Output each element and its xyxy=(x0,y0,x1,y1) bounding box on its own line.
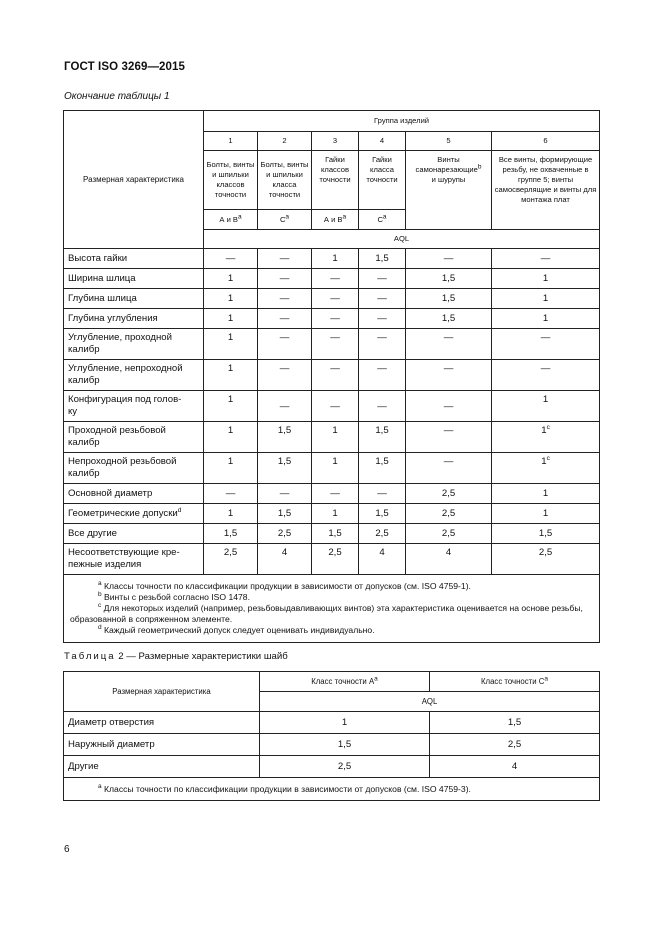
group-number: 6 xyxy=(492,132,600,151)
cell: — xyxy=(406,249,492,269)
cell: — xyxy=(312,484,359,504)
row-label: Высота гайки xyxy=(64,249,204,269)
table2 xyxy=(63,671,600,801)
cell: — xyxy=(312,329,359,360)
cell: 1,5 xyxy=(258,453,312,484)
cell: 1 xyxy=(204,309,258,329)
table-row xyxy=(64,391,600,422)
cell: 1,5 xyxy=(258,504,312,524)
class-a-header: Класс точности $А^a$ xyxy=(260,672,430,692)
cell: — xyxy=(312,309,359,329)
group-description: Гайки классов точности xyxy=(312,151,359,210)
page-number: 6 xyxy=(64,844,70,855)
cell: 2,5 xyxy=(430,734,600,756)
cell: — xyxy=(312,360,359,391)
cell: 1 xyxy=(204,269,258,289)
cell: — xyxy=(359,484,406,504)
row-label: Проходной резьбовой калибр xyxy=(64,422,204,453)
cell: 2,5 xyxy=(359,524,406,544)
cell: 2,5 xyxy=(406,484,492,504)
cell: 1 xyxy=(312,249,359,269)
cell: — xyxy=(359,391,406,422)
row-label: Углубление, непроходной калибр xyxy=(64,360,204,391)
cell: — xyxy=(258,484,312,504)
cell: 1 xyxy=(312,422,359,453)
table1-header-group: Группа изделий xyxy=(204,111,600,132)
cell: 4 xyxy=(258,544,312,575)
class-c-header: Класс точности $С^a$ xyxy=(430,672,600,692)
cell: — xyxy=(258,249,312,269)
cell: 1,5 xyxy=(204,524,258,544)
cell: 1,5 xyxy=(430,712,600,734)
table2-footnote: $^a$ Классы точности по классификации продукции в зависимости от допусков (см. ISO 4759-3). xyxy=(64,778,600,801)
cell: — xyxy=(258,309,312,329)
cell: 4 xyxy=(406,544,492,575)
aql-label: AQL xyxy=(260,692,600,712)
row-label: Другие xyxy=(64,756,260,778)
cell: 1 xyxy=(492,504,600,524)
cell: 1,5 xyxy=(359,249,406,269)
cell: 1,5 xyxy=(359,422,406,453)
cell: — xyxy=(312,289,359,309)
cell: 1 xyxy=(204,391,258,422)
group-description: Винты самонарезающие$^b$ и шурупы xyxy=(406,151,492,230)
cell: 2,5 xyxy=(406,524,492,544)
group-number: 5 xyxy=(406,132,492,151)
table-row xyxy=(64,309,600,329)
cell: — xyxy=(359,289,406,309)
cell: 1 xyxy=(492,289,600,309)
cell: 1 xyxy=(204,504,258,524)
cell: 1$^c$ xyxy=(492,453,600,484)
cell: 2,5 xyxy=(312,544,359,575)
cell: — xyxy=(204,484,258,504)
table-row xyxy=(64,734,600,756)
cell: 1,5 xyxy=(406,269,492,289)
group-description: Все винты, формирующие резьбу, не охваченные в группе 5; винты самосверлящие и винты для монтажа плат xyxy=(492,151,600,230)
class-cell: $С^a$ xyxy=(359,210,406,230)
row-label: Наружный диаметр xyxy=(64,734,260,756)
cell: — xyxy=(359,269,406,289)
class-cell: А и $В^a$ xyxy=(204,210,258,230)
cell: — xyxy=(258,289,312,309)
cell: 1 xyxy=(312,453,359,484)
cell: — xyxy=(406,391,492,422)
cell: 2,5 xyxy=(492,544,600,575)
row-label: Геометрические допуски$^d$ xyxy=(64,504,204,524)
cell: 1,5 xyxy=(258,422,312,453)
group-number: 4 xyxy=(359,132,406,151)
table1-footnotes: $^a$ Классы точности по классификации продукции в зависимости от допусков (см. ISO 4759-1). $^b$ Винты с резьбой согласно ISO 1478. $^c$ Для некоторых изделий (например, резьбовыдавливающих винтов) эта характеристика оценивается на основе резьбы, образованной в сопряженном элементе. $^d$ Каждый геометрический допуск следует оценивать индивидуально. xyxy=(64,575,600,643)
cell: 1 xyxy=(312,504,359,524)
cell: — xyxy=(258,391,312,422)
group-description: Болты, винты и шпильки класса точности xyxy=(258,151,312,210)
row-label: Диаметр отверстия xyxy=(64,712,260,734)
cell: 4 xyxy=(430,756,600,778)
table-row xyxy=(64,360,600,391)
cell: 2,5 xyxy=(260,756,430,778)
cell: 1,5 xyxy=(260,734,430,756)
cell: — xyxy=(406,329,492,360)
group-number: 1 xyxy=(204,132,258,151)
cell: 1 xyxy=(492,391,600,422)
table-row xyxy=(64,329,600,360)
class-cell: $С^a$ xyxy=(258,210,312,230)
table-row xyxy=(64,289,600,309)
cell: 1,5 xyxy=(492,524,600,544)
cell: — xyxy=(359,329,406,360)
table-row xyxy=(64,453,600,484)
cell: — xyxy=(406,453,492,484)
cell: 1 xyxy=(492,484,600,504)
cell: 1,5 xyxy=(359,453,406,484)
group-description: Гайки класса точности xyxy=(359,151,406,210)
cell: — xyxy=(312,391,359,422)
table1 xyxy=(63,110,600,643)
table-row xyxy=(64,249,600,269)
table1-caption: Окончание таблицы 1 xyxy=(64,91,170,102)
cell: — xyxy=(258,360,312,391)
cell: — xyxy=(359,309,406,329)
group-description: Болты, винты и шпильки классов точности xyxy=(204,151,258,210)
cell: — xyxy=(492,249,600,269)
table-row xyxy=(64,422,600,453)
row-label: Глубина углубления xyxy=(64,309,204,329)
aql-label: AQL xyxy=(204,230,600,249)
group-number: 3 xyxy=(312,132,359,151)
table1-header-characteristic: Размерная характеристика xyxy=(64,111,204,249)
cell: — xyxy=(492,329,600,360)
row-label: Непроходной резьбовой калибр xyxy=(64,453,204,484)
table2-caption: Таблица 2 — Размерные характеристики шайб xyxy=(64,651,288,662)
cell: 1,5 xyxy=(406,289,492,309)
cell: — xyxy=(492,360,600,391)
table-row xyxy=(64,504,600,524)
cell: 1,5 xyxy=(312,524,359,544)
cell: — xyxy=(204,249,258,269)
cell: — xyxy=(359,360,406,391)
table-row xyxy=(64,524,600,544)
cell: 1,5 xyxy=(359,504,406,524)
table-row xyxy=(64,544,600,575)
table-row xyxy=(64,484,600,504)
cell: 1 xyxy=(492,309,600,329)
cell: 2,5 xyxy=(258,524,312,544)
cell: — xyxy=(312,269,359,289)
table-row xyxy=(64,712,600,734)
row-label: Ширина шлица xyxy=(64,269,204,289)
table-row xyxy=(64,756,600,778)
cell: 1 xyxy=(204,360,258,391)
class-cell: А и $В^a$ xyxy=(312,210,359,230)
row-label: Углубление, проходной калибр xyxy=(64,329,204,360)
cell: — xyxy=(406,360,492,391)
cell: 1 xyxy=(260,712,430,734)
cell: 1,5 xyxy=(406,309,492,329)
cell: 2,5 xyxy=(406,504,492,524)
cell: 1 xyxy=(204,289,258,309)
cell: 2,5 xyxy=(204,544,258,575)
row-label: Глубина шлица xyxy=(64,289,204,309)
table-row xyxy=(64,269,600,289)
cell: 4 xyxy=(359,544,406,575)
cell: — xyxy=(406,422,492,453)
cell: 1 xyxy=(204,453,258,484)
table2-header-characteristic: Размерная характеристика xyxy=(64,672,260,712)
group-number: 2 xyxy=(258,132,312,151)
cell: 1 xyxy=(204,329,258,360)
cell: — xyxy=(258,329,312,360)
cell: — xyxy=(258,269,312,289)
cell: 1 xyxy=(204,422,258,453)
cell: 1$^c$ xyxy=(492,422,600,453)
cell: 1 xyxy=(492,269,600,289)
row-label: Несоответствующие кре- пежные изделия xyxy=(64,544,204,575)
row-label: Конфигурация под голов- ку xyxy=(64,391,204,422)
document-code: ГОСТ ISO 3269—2015 xyxy=(64,61,186,73)
row-label: Основной диаметр xyxy=(64,484,204,504)
row-label: Все другие xyxy=(64,524,204,544)
